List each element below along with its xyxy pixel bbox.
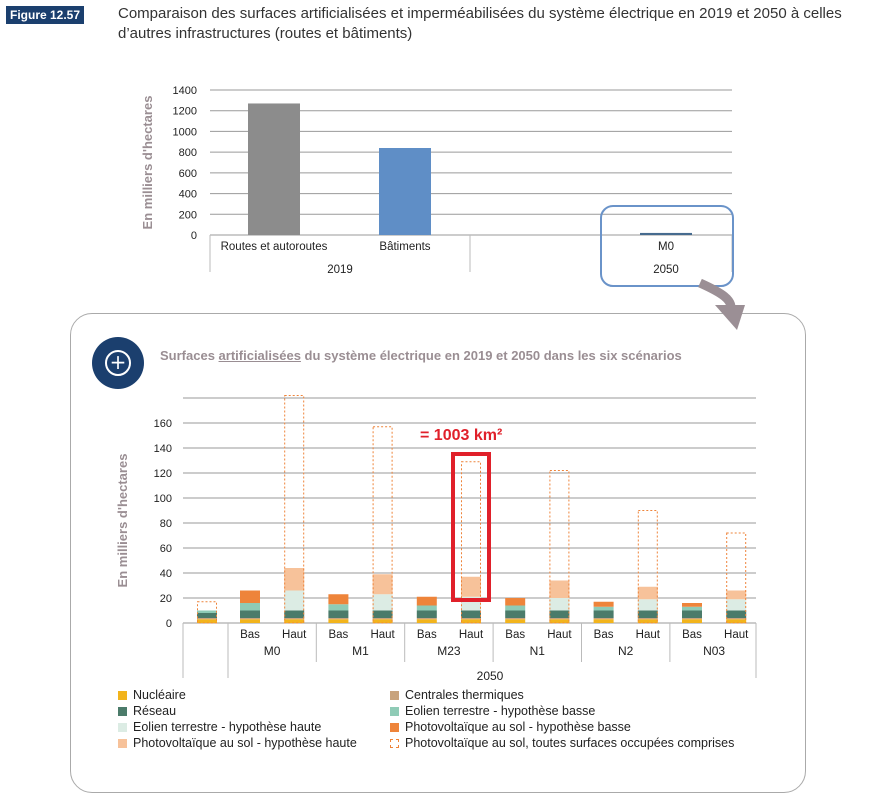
y-tick-label: 120: [153, 468, 172, 480]
y-tick-label: 160: [153, 418, 172, 430]
legend-item-pv_basse: [390, 720, 631, 736]
zoom-plus-button[interactable]: [92, 337, 144, 389]
x-tick-label: Routes et autoroutes: [220, 241, 328, 253]
group-label: 2019: [327, 264, 353, 276]
bar-segment: [240, 618, 260, 619]
x-tick-label: M0: [658, 241, 674, 253]
y-tick-label: 1400: [172, 85, 197, 97]
bar-m0: [640, 233, 692, 235]
bar-segment: [549, 611, 569, 619]
legend-item-eolien_haute: [118, 720, 321, 736]
bar-segment: [638, 619, 658, 623]
bar-segment: [549, 619, 569, 623]
legend-swatch: [390, 691, 399, 700]
bar-segment: [594, 602, 614, 607]
legend-label: Photovoltaïque au sol, toutes surfaces occupées comprises: [405, 736, 735, 750]
y-tick-label: 0: [165, 618, 172, 630]
bar-segment: [373, 619, 393, 623]
bar-segment: [328, 619, 348, 623]
bar-segment: [505, 598, 525, 606]
bar-segment: [284, 591, 304, 611]
bar-segment: [417, 597, 437, 606]
bar-segment: [594, 619, 614, 623]
bar-segment: [594, 611, 614, 619]
bar-segment: [197, 613, 217, 618]
x-tick-label: Haut: [370, 629, 395, 641]
x-tick-label: Haut: [458, 629, 484, 641]
bottom-chart-title: [160, 348, 682, 363]
scenario-label: N2: [618, 644, 634, 658]
y-tick-label: 100: [153, 493, 172, 505]
annotation-label: = 1003 km²: [420, 427, 503, 444]
legend-label: Centrales thermiques: [405, 688, 524, 702]
legend-item-reseau: [118, 704, 176, 720]
bar-segment: [461, 619, 481, 623]
x-tick-label: Bâtiments: [379, 241, 431, 253]
bar-segment: [461, 577, 481, 597]
bar-segment: [373, 618, 393, 619]
bar-segment: [505, 611, 525, 619]
x-tick-label: Haut: [547, 629, 572, 641]
figure-title: Comparaison des surfaces artificialisées et imperméabilisées du système électrique en 2019 et 2050 à celles d’autres infrastructures (routes et bâtiments): [118, 5, 842, 42]
bar-segment: [638, 618, 658, 619]
y-tick-label: 20: [159, 593, 172, 605]
bar-segment: [328, 611, 348, 619]
x-tick-label: Bas: [240, 629, 260, 641]
y-tick-label: 200: [178, 209, 197, 222]
top-chart: [140, 85, 732, 276]
bar-segment: [594, 607, 614, 611]
legend-swatch: [118, 739, 127, 748]
x-tick-label: Bas: [682, 629, 702, 641]
bar-segment: [726, 611, 746, 619]
bar-segment: [284, 618, 304, 619]
legend-item-pv_total: [390, 736, 734, 752]
x-tick-label: Bas: [328, 629, 349, 641]
bar-segment: [197, 611, 217, 614]
bar-segment: [461, 611, 481, 619]
bar-segment: [417, 619, 437, 623]
bar-segment: [505, 618, 525, 619]
legend-swatch: [390, 707, 399, 716]
legend-label: Réseau: [133, 704, 177, 718]
scenario-label: M0: [263, 644, 281, 658]
bottom-chart: [115, 396, 756, 684]
bar-segment: [549, 598, 569, 611]
bar-segment: [197, 619, 217, 623]
bar-segment: [417, 606, 437, 611]
legend-label: Nucléaire: [133, 688, 186, 702]
legend-item-thermiques: [390, 688, 524, 704]
bar-segment: [284, 611, 304, 619]
y-tick-label: 1000: [172, 126, 197, 139]
legend-swatch: [118, 723, 127, 732]
x-tick-label: Bas: [505, 629, 526, 641]
legend-swatch: [118, 691, 127, 700]
legend-label: Eolien terrestre - hypothèse basse: [405, 704, 596, 718]
x-tick-label: Haut: [635, 629, 660, 641]
legend-label: Eolien terrestre - hypothèse haute: [133, 720, 322, 734]
bar-segment: [328, 594, 348, 604]
bar-segment: [682, 607, 702, 611]
bar-routes-et-autoroutes: [248, 103, 300, 235]
scenario-label: N03: [703, 644, 726, 658]
y-tick-label: 800: [178, 147, 197, 160]
legend-swatch: [390, 739, 399, 748]
bar-segment: [638, 611, 658, 619]
bar-segment: [726, 599, 746, 610]
year-label: 2050: [476, 669, 504, 683]
x-tick-label: Haut: [724, 629, 749, 641]
bar-segment: [284, 619, 304, 623]
y-tick-label: 600: [178, 167, 197, 180]
zoom-arrow-head: [715, 305, 745, 330]
bar-segment: [373, 594, 393, 610]
legend-label: Photovoltaïque au sol - hypothèse haute: [133, 736, 357, 750]
bar-segment: [240, 603, 260, 611]
scenario-label: N1: [529, 644, 545, 658]
legend-item-nucleaire: [118, 688, 186, 704]
y-tick-label: 40: [159, 568, 172, 580]
scenario-label: M1: [352, 644, 369, 658]
bar-segment: [373, 611, 393, 619]
bar-segment: [549, 581, 569, 599]
bar-segment: [328, 618, 348, 619]
y-tick-label: 1200: [172, 105, 197, 118]
bar-segment: [505, 619, 525, 623]
scenario-label: M23: [437, 644, 461, 658]
bar-segment: [594, 618, 614, 619]
bar-segment: [328, 604, 348, 610]
y-axis-label: En milliers d'hectares: [140, 95, 155, 230]
legend-label: Photovoltaïque au sol - hypothèse basse: [405, 720, 631, 734]
group-label: 2050: [653, 264, 679, 276]
bar-segment: [373, 574, 393, 594]
subtitle-underlined: artificialisées: [218, 348, 301, 363]
bar-bâtiments: [379, 148, 431, 235]
bar-segment: [417, 618, 437, 619]
bar-segment: [240, 619, 260, 623]
x-tick-label: Bas: [416, 629, 437, 641]
bar-segment: [638, 599, 658, 610]
y-tick-label: 0: [190, 230, 197, 242]
legend-item-pv_haute: [118, 736, 357, 752]
subtitle-suffix: du système électrique en 2019 et 2050 dans les six scénarios: [300, 348, 682, 363]
bar-segment: [726, 591, 746, 600]
bar-segment: [682, 618, 702, 619]
figure-label: Figure 12.57: [6, 6, 84, 24]
y-tick-label: 400: [178, 188, 197, 201]
y-axis-label: En milliers d'hectares: [115, 453, 130, 588]
plus-icon: +: [105, 350, 131, 376]
legend-swatch: [118, 707, 127, 716]
subtitle-prefix: Surfaces: [160, 348, 219, 363]
legend-item-eolien_basse: [390, 704, 595, 720]
y-tick-label: 140: [153, 443, 172, 455]
bar-segment: [197, 618, 217, 619]
bar-segment: [682, 619, 702, 623]
bar-segment: [284, 568, 304, 591]
y-tick-label: 60: [159, 543, 172, 555]
legend-swatch: [390, 723, 399, 732]
bar-segment: [682, 611, 702, 619]
x-tick-label: Haut: [282, 629, 307, 641]
bar-segment: [505, 606, 525, 611]
bar-segment: [638, 587, 658, 600]
y-tick-label: 80: [159, 518, 172, 530]
bar-segment: [461, 618, 481, 619]
bar-segment: [726, 618, 746, 619]
bar-segment: [682, 603, 702, 607]
bar-segment: [726, 619, 746, 623]
bar-segment: [240, 591, 260, 604]
x-tick-label: Bas: [593, 629, 614, 641]
bar-segment: [417, 611, 437, 619]
bar-segment: [240, 611, 260, 619]
bar-segment: [549, 618, 569, 619]
